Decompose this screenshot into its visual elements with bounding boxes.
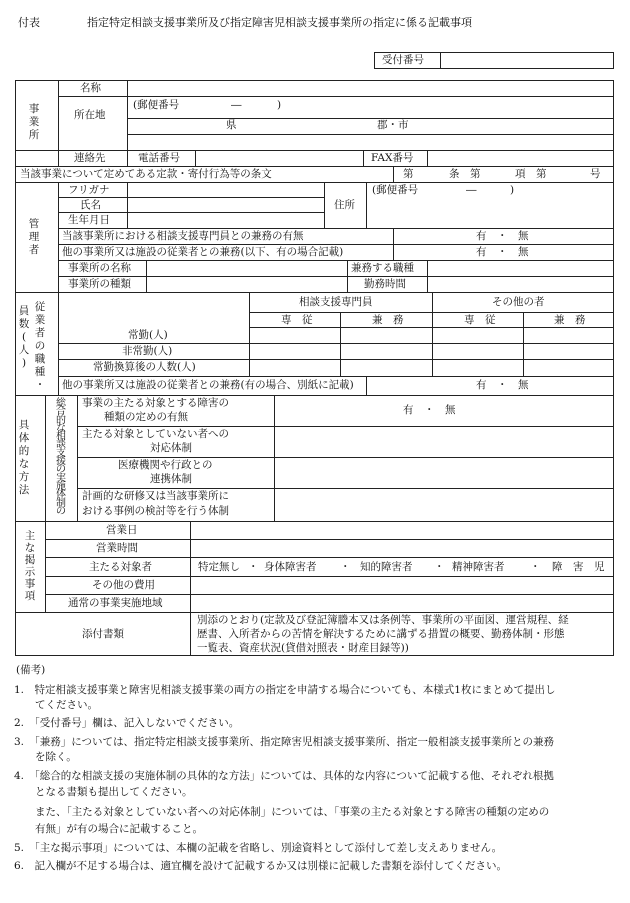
articles-label: 当該事業について定めてある定款・寄付行為等の条文 [20,168,272,180]
note-6: 6. 記入欄が不足する場合は、適宜欄を設けて記載するか又は別様に記載した書類を添付してください。 [14,860,508,872]
note-5: 5. 「主な掲示事項」については、本欄の記載を省略し、別途資料として添付して差し支えありません。 [14,842,503,854]
attachments-label: 添付書類 [82,628,124,640]
staff-other-concurrent-label: 他の事業所又は施設の従業者との兼務(有の場合、別紙に記載) [62,379,354,391]
staff-section-label-lower: 員 数 ( 人 ) [18,305,30,369]
form-title: 指定特定相談支援事業所及び指定障害児相談支援事業所の指定に係る記載事項 [87,16,472,29]
notes-title: (備考) [16,664,46,676]
form-label: 付表 [18,16,40,29]
office-postal-dash: ― [231,99,242,111]
staff-col-specialist: 相談支援専門員 [299,296,373,308]
articles-go: 号 [590,168,601,180]
manager-dob-label: 生年月日 [68,214,110,226]
staff-row-fte: 常勤換算後の人数(人) [93,361,196,373]
system-row1-choice[interactable]: 有 ・ 無 [403,404,456,416]
notice-section-label: 主 な 掲 示 事 項 [24,530,36,602]
attachments-line-1: 別添のとおり(定款及び登記簿謄本又は条例等、事業所の平面図、運営規程、経 [197,614,569,626]
note-2: 2. 「受付番号」欄は、記入しないでください。 [14,717,240,729]
system-row3-label-1: 医療機関や行政との [118,459,213,471]
system-row1-label-2: 種類の定めの有無 [104,411,188,423]
staff-specialist-full: 専 従 [281,314,313,326]
manager-concurrent-role-label: 兼務する職種 [351,262,414,274]
notice-service-area-label: 通常の事業実施地域 [68,597,163,609]
attachments-line-3: 一覧表、資産状況(貸借対照表・財産目録等)) [197,642,409,654]
manager-postal-prefix: (郵便番号 [372,184,419,196]
contact-label: 連絡先 [74,152,106,164]
manager-postal-suffix: ) [510,184,515,196]
fax-label: FAX番号 [371,152,414,164]
notice-target-sep-3: ・ [434,561,445,573]
staff-specialist-concurrent: 兼 務 [372,314,404,326]
note-1: 1. 特定相談支援事業と障害児相談支援事業の両方の指定を申請する場合についても、本様式1枚にまとめて提出し [14,684,556,696]
staff-other-concurrent: 兼 務 [554,314,586,326]
manager-concurrent-q2: 他の事業所又は施設の従業者との兼務(以下、有の場合記載) [62,246,344,258]
notice-target-intellectual[interactable]: 知的障害者 [360,561,413,573]
office-address-label: 所在地 [74,109,106,121]
note-3-cont: を除く。 [14,751,77,763]
notice-target-child[interactable]: 障 害 児 [552,561,605,573]
system-row4-label-1: 計画的な研修又は当該事業所に [82,490,229,502]
office-section-label: 事 業 所 [28,103,40,141]
office-postal-suffix: ) [277,99,282,111]
office-city-label: 郡・市 [377,119,409,131]
office-prefecture-label: 県 [226,119,237,131]
notice-other-costs-label: その他の費用 [92,579,155,591]
phone-label: 電話番号 [138,152,180,164]
system-section-label-b: 総 合 的 な 相 談 支 援 の 実 施 体 制 の [56,398,66,517]
articles-dai: 第 [403,168,414,180]
staff-row-fulltime: 常勤(人) [128,329,168,341]
notice-main-target-label: 主たる対象者 [89,561,152,573]
notice-target-none[interactable]: 特定無し [198,561,240,573]
office-name-label: 名称 [80,82,101,94]
manager-work-hours-label: 勤務時間 [364,278,406,290]
manager-name-label: 氏名 [80,199,101,211]
notice-target-sep-4: ・ [530,561,541,573]
manager-section-label: 管 理 者 [28,218,40,256]
system-row1-label-1: 事業の主たる対象とする障害の [82,397,229,409]
receipt-number-field[interactable] [446,54,606,67]
note-4-extra: また、「主たる対象としていない者への対応体制」については、「事業の主たる対象とする障害の種類の定めの [14,806,550,818]
articles-jo: 条 第 [449,168,481,180]
attachments-line-2: 歴書、入所者からの苦情を解決するために講ずる措置の概要、勤務体制・形態 [197,628,565,640]
note-4-extra-cont: 有無」が有の場合に記載すること。 [14,823,203,835]
staff-col-other: その他の者 [492,296,545,308]
system-section-label-a: 具 体 的 な 方 法 [18,419,30,496]
manager-concurrent-q1: 当該事業所における相談支援専門員との兼務の有無 [62,230,304,242]
office-postal-prefix: (郵便番号 [133,99,180,111]
notice-target-sep-1: ・ [248,561,259,573]
articles-ko: 項 第 [515,168,547,180]
notice-target-physical[interactable]: 身体障害者 [264,561,317,573]
manager-office-name-label: 事業所の名称 [68,262,131,274]
note-1-cont: てください。 [14,699,98,711]
system-row2-label-2: 対応体制 [150,442,192,454]
note-4: 4. 「総合的な相談支援の実施体制の具体的な方法」については、具体的な内容について記載する他、それぞれ根拠 [14,770,554,782]
note-3: 3. 「兼務」については、指定特定相談支援事業所、指定障害児相談支援事業所、指定一般相談支援事業所との兼務 [14,736,555,748]
receipt-number-label: 受付番号 [382,54,424,66]
note-4-cont: となる書類も提出してください。 [14,786,193,798]
manager-furigana-label: フリガナ [68,184,110,196]
system-row3-label-2: 連携体制 [150,473,192,485]
staff-row-parttime: 非常勤(人) [122,345,173,357]
staff-other-full: 専 従 [464,314,496,326]
manager-address-label: 住所 [334,199,355,211]
manager-office-type-label: 事業所の種類 [68,278,131,290]
manager-concurrent-q1-choice[interactable]: 有 ・ 無 [476,230,529,242]
system-row2-label-1: 主たる対象としていない者への [82,428,229,440]
notice-target-mental[interactable]: 精神障害者 [452,561,505,573]
manager-postal-dash: ― [466,184,477,196]
staff-section-label-upper: 従 業 者 の 職 種 ・ [34,301,46,391]
staff-other-concurrent-choice[interactable]: 有 ・ 無 [476,379,529,391]
manager-concurrent-q2-choice[interactable]: 有 ・ 無 [476,246,529,258]
notice-business-days-label: 営業日 [106,524,138,536]
system-row4-label-2: おける事例の検討等を行う体制 [82,505,229,517]
notice-business-hours-label: 営業時間 [96,542,138,554]
notice-target-sep-2: ・ [340,561,351,573]
